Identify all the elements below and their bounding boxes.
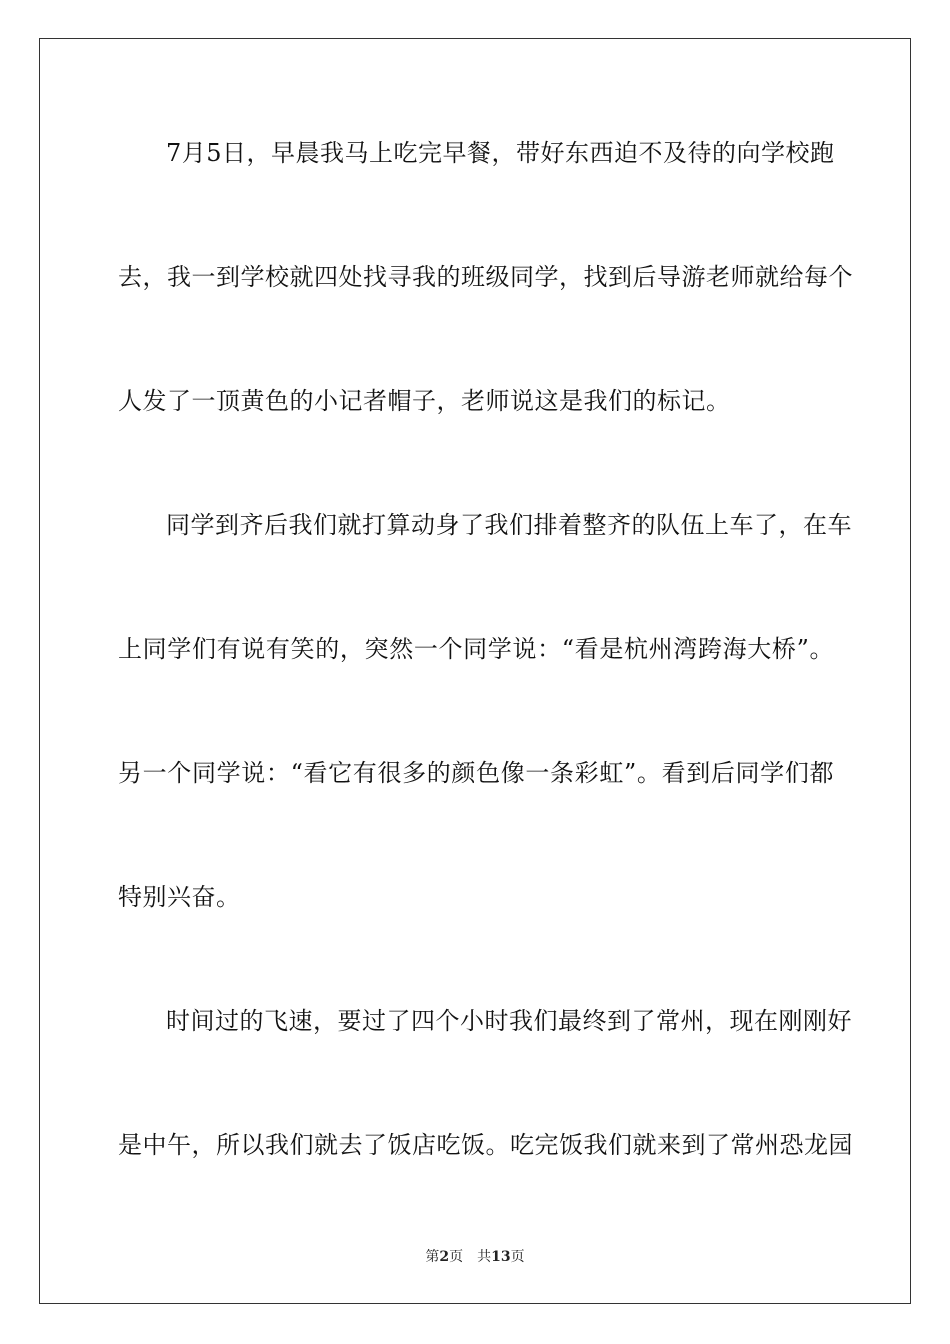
total-pages: 13 xyxy=(491,1249,511,1265)
total-suffix: 页 xyxy=(510,1249,525,1265)
paragraph-line-4: 同学到齐后我们就打算动身了我们排着整齐的队伍上车了，在车 xyxy=(166,511,852,539)
paragraph-line-3: 人发了一顶黄色的小记者帽子，老师说这是我们的标记。 xyxy=(118,387,731,415)
page-suffix: 页 xyxy=(449,1249,464,1265)
page-footer xyxy=(0,1247,950,1267)
page-prefix: 第 xyxy=(425,1249,440,1265)
page-number: 2 xyxy=(439,1249,450,1265)
paragraph-line-1: 7月5日，早晨我马上吃完早餐，带好东西迫不及待的向学校跑 xyxy=(166,139,835,167)
page-border xyxy=(39,38,911,1304)
paragraph-line-8: 时间过的飞速，要过了四个小时我们最终到了常州，现在刚刚好 xyxy=(166,1007,852,1035)
paragraph-line-9: 是中午，所以我们就去了饭店吃饭。吃完饭我们就来到了常州恐龙园 xyxy=(118,1131,853,1159)
paragraph-line-2: 去，我一到学校就四处找寻我的班级同学，找到后导游老师就给每个 xyxy=(118,263,853,291)
paragraph-line-6: 另一个同学说：“看它有很多的颜色像一条彩虹”。看到后同学们都 xyxy=(118,759,834,787)
paragraph-line-7: 特别兴奋。 xyxy=(118,883,241,911)
total-prefix: 共 xyxy=(477,1249,492,1265)
paragraph-line-5: 上同学们有说有笑的，突然一个同学说：“看是杭州湾跨海大桥”。 xyxy=(118,635,834,663)
